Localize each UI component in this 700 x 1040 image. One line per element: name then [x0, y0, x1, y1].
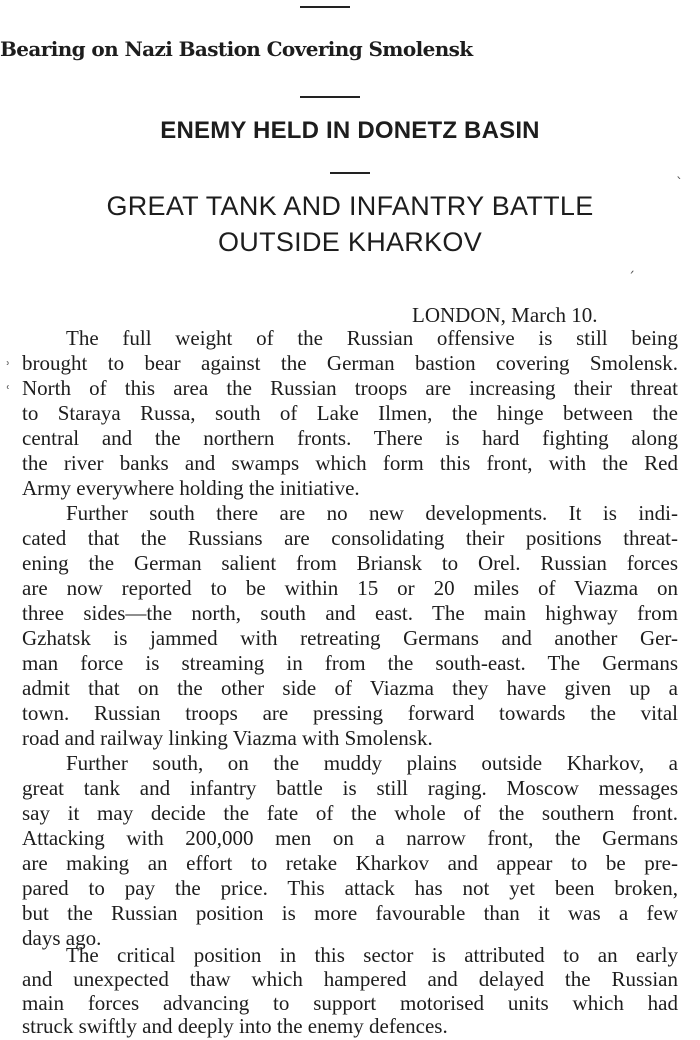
body-line: are now reported to be within 15 or 20 miles of Viazma on — [22, 576, 678, 600]
subheadline-kharkov — [0, 188, 700, 260]
body-line: are making an effort to retake Kharkov and appear to be pre- — [22, 851, 678, 875]
margin-speck: ʾ — [6, 360, 11, 376]
body-line: The full weight of the Russian offensive is still being — [66, 326, 678, 350]
body-line: pared to pay the price. This attack has not yet been broken, — [22, 876, 678, 900]
body-line: the river banks and swamps which form this front, with the Red — [22, 451, 678, 475]
body-line: brought to bear against the German bastion covering Smolensk. — [22, 351, 678, 375]
body-line: but the Russian position is more favourable than it was a few — [22, 901, 678, 925]
body-line: say it may decide the fate of the whole of the southern front. — [22, 801, 678, 825]
subheadline-kharkov-line-1: GREAT TANK AND INFANTRY BATTLE — [106, 191, 594, 221]
body-line: Gzhatsk is jammed with retreating Germans and another Ger- — [22, 626, 678, 650]
subheadline-donetz: ENEMY HELD IN DONETZ BASIN — [160, 117, 540, 144]
top-rule — [300, 6, 350, 8]
body-line: and unexpected thaw which hampered and delayed the Russian — [22, 967, 678, 991]
margin-speck: ˏ — [628, 258, 635, 274]
subheadline-divider — [330, 172, 370, 174]
body-line: man force is streaming in from the south-east. The Germans — [22, 651, 678, 675]
body-line: Attacking with 200,000 men on a narrow front, the Germans — [22, 826, 678, 850]
body-line: ening the German salient from Briansk to Orel. Russian forces — [22, 551, 678, 575]
body-line: great tank and infantry battle is still raging. Moscow messages — [22, 776, 678, 800]
body-line: North of this area the Russian troops are increasing their threat — [22, 376, 678, 400]
body-line: struck swiftly and deeply into the enemy defences. — [22, 1014, 448, 1038]
margin-speck: ˋ — [676, 176, 683, 192]
subheadline-kharkov-line-2: OUTSIDE KHARKOV — [217, 227, 483, 257]
body-line: three sides—the north, south and east. The main highway from — [22, 601, 678, 625]
headline: Bearing on Nazi Bastion Covering Smolensk — [0, 37, 473, 61]
body-line: main forces advancing to support motorised units which had — [22, 991, 678, 1015]
body-line: central and the northern fronts. There is hard fighting along — [22, 426, 678, 450]
body-line: admit that on the other side of Viazma they have given up a — [22, 676, 678, 700]
headline-divider — [300, 96, 360, 98]
body-line: Further south, on the muddy plains outside Kharkov, a — [66, 751, 678, 775]
body-line: Army everywhere holding the initiative. — [22, 476, 360, 500]
body-line: road and railway linking Viazma with Smolensk. — [22, 726, 433, 750]
margin-speck: ʿ — [6, 384, 11, 400]
body-line: cated that the Russians are consolidating their positions threat- — [22, 526, 678, 550]
body-line: days ago. — [22, 926, 102, 950]
body-line: Further south there are no new developments. It is indi- — [66, 501, 678, 525]
body-line: The critical position in this sector is attributed to an early — [66, 943, 678, 967]
body-line: to Staraya Russa, south of Lake Ilmen, the hinge between the — [22, 401, 678, 425]
body-line: town. Russian troops are pressing forward towards the vital — [22, 701, 678, 725]
dateline: LONDON, March 10. — [412, 303, 598, 327]
